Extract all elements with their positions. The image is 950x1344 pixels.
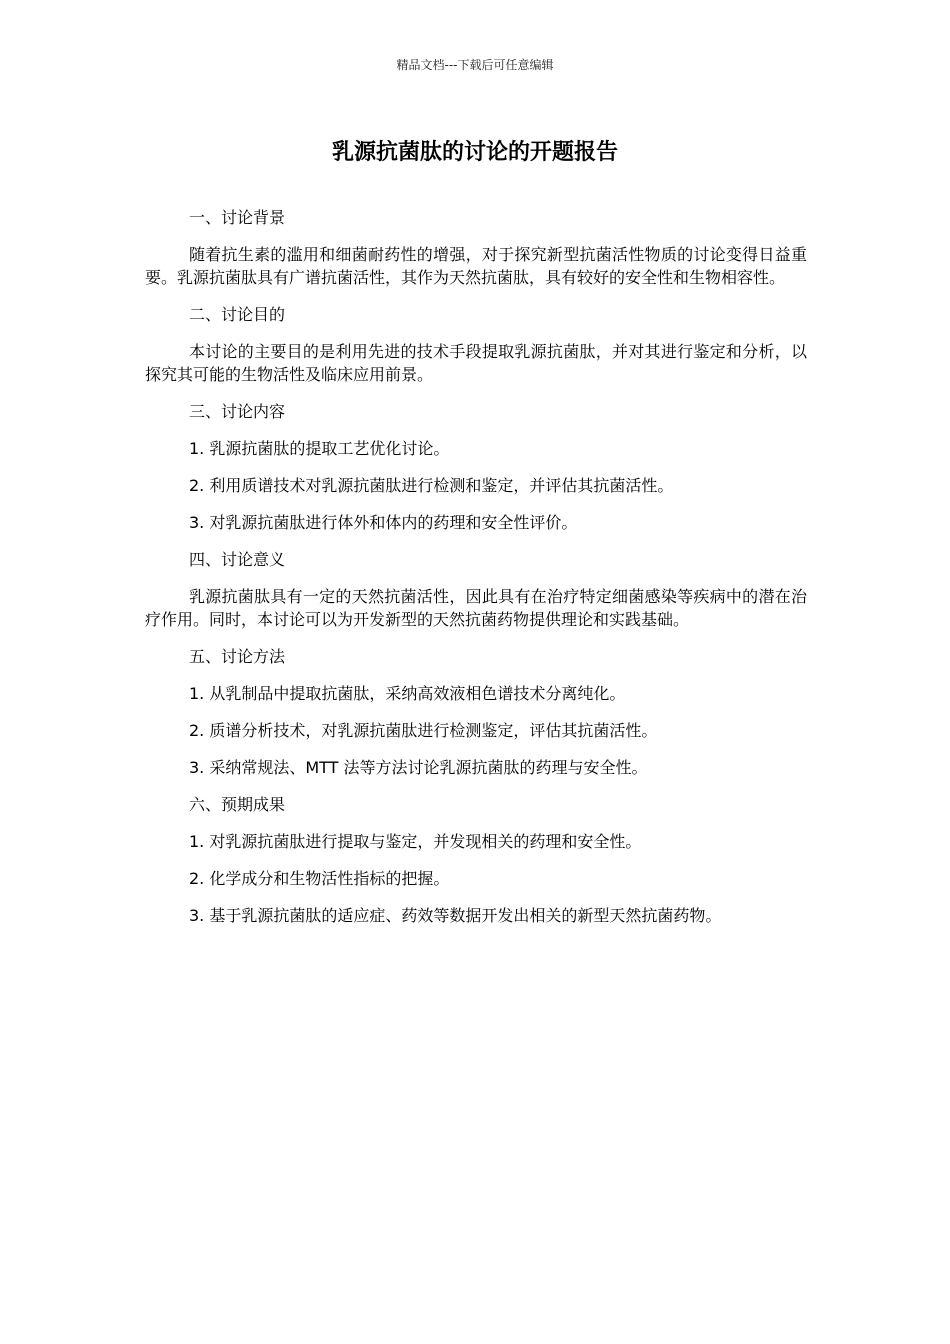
section-heading-methods: 五、讨论方法	[189, 647, 286, 666]
list-item: 3. 采纳常规法、MTT 法等方法讨论乳源抗菌肽的药理与安全性。	[189, 758, 648, 777]
document-title: 乳源抗菌肽的讨论的开题报告	[331, 140, 618, 165]
list-item: 2. 利用质谱技术对乳源抗菌肽进行检测和鉴定，并评估其抗菌活性。	[189, 476, 674, 495]
section-heading-content: 三、讨论内容	[189, 402, 286, 421]
section-heading-expected-results: 六、预期成果	[189, 795, 286, 814]
list-item: 3. 基于乳源抗菌肽的适应症、药效等数据开发出相关的新型天然抗菌药物。	[189, 906, 722, 925]
list-item: 1. 对乳源抗菌肽进行提取与鉴定，并发现相关的药理和安全性。	[189, 832, 642, 851]
list-item: 1. 从乳制品中提取抗菌肽，采纳高效液相色谱技术分离纯化。	[189, 684, 626, 703]
list-item: 2. 化学成分和生物活性指标的把握。	[189, 869, 450, 888]
section-heading-significance: 四、讨论意义	[189, 550, 286, 569]
section-heading-purpose: 二、讨论目的	[189, 305, 286, 324]
list-item: 3. 对乳源抗菌肽进行体外和体内的药理和安全性评价。	[189, 513, 578, 532]
list-item: 2. 质谱分析技术，对乳源抗菌肽进行检测鉴定，评估其抗菌活性。	[189, 721, 658, 740]
section-paragraph-background: 随着抗生素的滥用和细菌耐药性的增强，对于探究新型抗菌活性物质的讨论变得日益重要。乳源抗菌肽具有广谱抗菌活性，其作为天然抗菌肽，具有较好的安全性和生物相容性。	[145, 245, 807, 287]
page-header: 精品文档---下载后可任意编辑	[396, 58, 554, 72]
list-item: 1. 乳源抗菌肽的提取工艺优化讨论。	[189, 439, 450, 458]
section-paragraph-purpose: 本讨论的主要目的是利用先进的技术手段提取乳源抗菌肽，并对其进行鉴定和分析，以探究其可能的生物活性及临床应用前景。	[145, 342, 807, 384]
section-heading-background: 一、讨论背景	[189, 208, 286, 227]
document-body	[145, 206, 807, 941]
section-paragraph-significance: 乳源抗菌肽具有一定的天然抗菌活性，因此具有在治疗特定细菌感染等疾病中的潜在治疗作用。同时，本讨论可以为开发新型的天然抗菌药物提供理论和实践基础。	[145, 587, 807, 629]
